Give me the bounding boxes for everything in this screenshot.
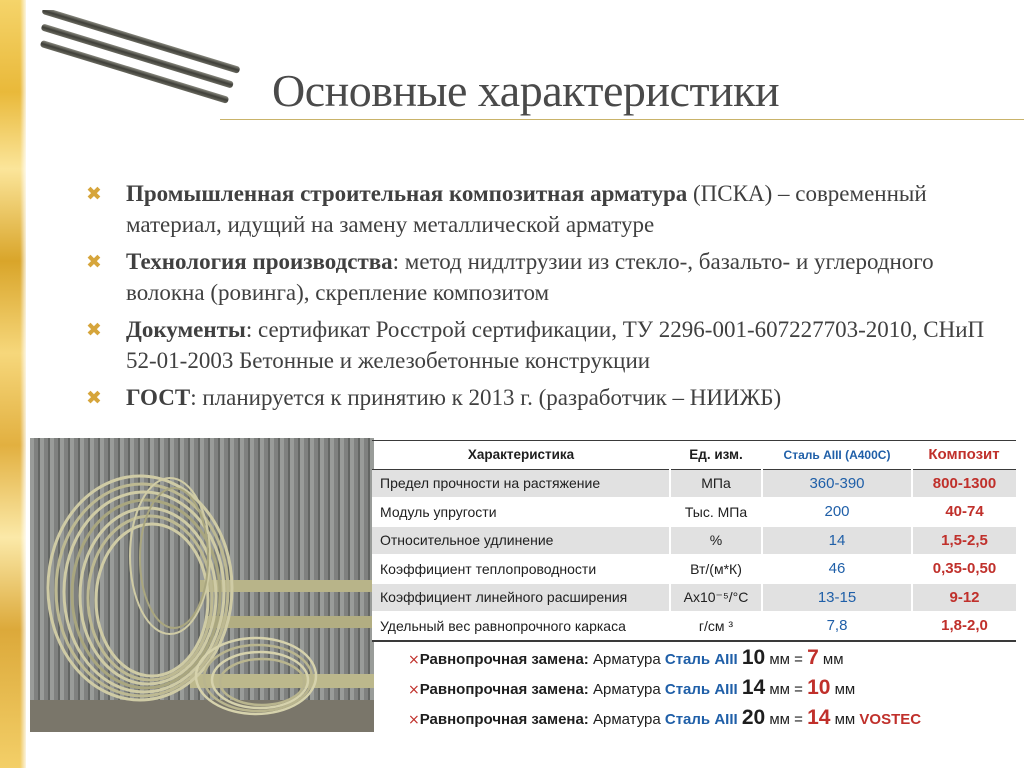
header-characteristic: Характеристика (467, 447, 575, 463)
cell-unit: Вт/(м*К) (670, 555, 762, 584)
rebar-rods-image (30, 10, 240, 110)
cell-composite: 9-12 (912, 583, 1016, 612)
header-composite: Композит (928, 446, 1000, 464)
bullet-bold-text: Промышленная строительная композитная арматура (126, 181, 688, 206)
cell-characteristic: Относительное удлинение (372, 526, 670, 555)
replacement-equals: мм = (765, 681, 808, 698)
bullet-bold-text: ГОСТ (126, 385, 191, 410)
bullet-text: (ПСКА) – современный материал, идущий на замену металлической арматуре (126, 181, 927, 237)
title-divider (220, 119, 1024, 120)
x-mark-icon: × (408, 712, 420, 728)
cell-characteristic: Предел прочности на растяжение (372, 469, 670, 498)
x-mark-icon: × (408, 652, 420, 668)
replacement-unit: мм (818, 651, 844, 668)
cell-steel: 200 (762, 498, 912, 527)
cell-characteristic: Модуль упругости (372, 498, 670, 527)
steel-diameter: 14 (741, 676, 766, 699)
bullet-text: : метод нидлтрузии из стекло-, базальто- и углеродного волокна (ровинга), скрепление композитом (126, 249, 934, 305)
replacement-line (408, 646, 844, 670)
slide-title: Основные характеристики (272, 65, 780, 116)
bullet-x-icon: ✖ (86, 319, 102, 341)
cell-steel: 13-15 (762, 583, 912, 612)
replacement-label: Равнопрочная замена: (419, 681, 589, 698)
bullet-bold-text: Документы (126, 317, 246, 342)
steel-grade: Сталь AIII (664, 651, 738, 668)
x-mark-icon: × (408, 682, 420, 698)
replacement-unit: мм (830, 681, 856, 698)
cell-composite: 0,35-0,50 (912, 555, 1016, 584)
bullet-bold-text: Технология производства (126, 249, 393, 274)
bullet-text: : сертификат Росстрой сертификации, ТУ 2296-001-607227703-2010, СНиП 52-01-2003 Бетонные и железобетонные конструкции (126, 317, 985, 373)
replacement-label: Равнопрочная замена: (419, 651, 589, 668)
table-row (372, 612, 1016, 641)
composite-diameter: 10 (807, 676, 831, 699)
replacement-equals: мм = (765, 711, 808, 728)
bullet-item (86, 382, 1016, 413)
cell-unit: г/см ³ (670, 612, 762, 641)
cell-steel: 14 (762, 526, 912, 555)
replacement-text: Арматура (588, 681, 665, 698)
cell-unit: Ах10⁻⁵/°С (670, 583, 762, 612)
bullet-x-icon: ✖ (86, 387, 102, 409)
cell-characteristic: Удельный вес равнопрочного каркаса (372, 612, 670, 641)
table-row (372, 555, 1016, 584)
replacement-text: Арматура (588, 711, 665, 728)
cell-characteristic: Коэффициент линейного расширения (372, 583, 670, 612)
replacement-line (408, 676, 855, 700)
table-row (372, 469, 1016, 498)
cell-steel: 46 (762, 555, 912, 584)
composite-diameter: 7 (807, 646, 819, 669)
bullet-item (86, 246, 1016, 308)
replacement-text: Арматура (588, 651, 665, 668)
bullet-list (86, 178, 1016, 419)
replacement-line (408, 706, 921, 730)
steel-diameter: 20 (741, 706, 766, 729)
table-row (372, 526, 1016, 555)
characteristics-table (372, 440, 1016, 642)
cell-unit: Тыс. МПа (670, 498, 762, 527)
table-row (372, 583, 1016, 612)
cell-characteristic: Коэффициент теплопроводности (372, 555, 670, 584)
replacement-unit: мм (830, 711, 860, 728)
bullet-text: : планируется к принятию к 2013 г. (разработчик – НИИЖБ) (190, 385, 782, 410)
composite-diameter: 14 (807, 706, 831, 729)
cell-composite: 40-74 (912, 498, 1016, 527)
bullet-x-icon: ✖ (86, 183, 102, 205)
cell-unit: % (670, 526, 762, 555)
steel-grade: Сталь AIII (664, 711, 738, 728)
cell-unit: МПа (670, 469, 762, 498)
replacement-label: Равнопрочная замена: (419, 711, 589, 728)
steel-grade: Сталь AIII (664, 681, 738, 698)
steel-diameter: 10 (741, 646, 766, 669)
replacement-equals: мм = (765, 651, 808, 668)
bullet-item (86, 178, 1016, 240)
composite-coil-photo (30, 438, 374, 732)
cell-composite: 800-1300 (912, 469, 1016, 498)
cell-composite: 1,8-2,0 (912, 612, 1016, 641)
header-unit: Ед. изм. (689, 447, 743, 463)
table-header-row (372, 441, 1016, 470)
bullet-item (86, 314, 1016, 376)
header-steel: Сталь AIII (А400С) (783, 447, 891, 462)
decorative-yellow-strip (0, 0, 26, 768)
bullet-x-icon: ✖ (86, 251, 102, 273)
table-row (372, 498, 1016, 527)
brand-name: VOSTEC (859, 711, 922, 728)
cell-composite: 1,5-2,5 (912, 526, 1016, 555)
cell-steel: 7,8 (762, 612, 912, 641)
cell-steel: 360-390 (762, 469, 912, 498)
